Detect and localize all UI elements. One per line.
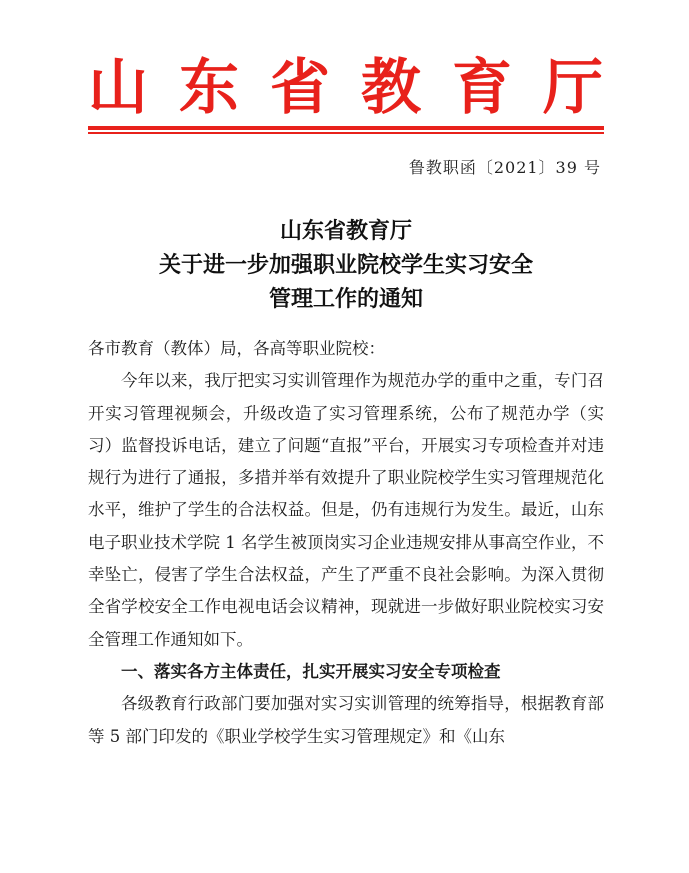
title-line-1: 山东省教育厅 (279, 218, 412, 244)
body-paragraph: 今年以来，我厅把实习实训管理作为规范办学的重中之重，专门召开实习管理视频会，升级改造了实习管理系统，公布了规范办学（实习）监督投诉电话，建立了问题“直报”平台，开展实习专项检查并对违规行为进行了通报，多措并举有效提升了职业院校学生实习管理规范化水平，维护了学生的合法权益。但是，仍有违规行为发生。最近，山东电子职业技术学院 1 名学生被顶岗实习企业违规安排从事高空作业，不幸坠亡，侵害了学生合法权益，产生了严重不良社会影响。为深入贯彻全省学校安全工作电视电话会议精神，现就进一步做好职业院校实习安全管理工作通知如下。 (88, 371, 604, 649)
masthead-divider-thick (88, 126, 604, 130)
masthead (88, 53, 603, 123)
body-paragraph: 各级教育行政部门要加强对实习实训管理的统筹指导，根据教育部等 5 部门印发的《职业学校学生实习管理规定》和《山东 (88, 694, 604, 746)
document-body (88, 333, 604, 753)
masthead-char: 育 (452, 53, 512, 123)
title-line-3: 管理工作的通知 (268, 286, 423, 312)
salutation: 各市教育（教体）局，各高等职业院校： (88, 339, 385, 358)
document-number: 鲁教职函〔2021〕39 号 (408, 158, 601, 177)
title-line-2: 关于进一步加强职业院校学生实习安全 (158, 252, 533, 278)
section-heading: 一、落实各方主体责任，扎实开展实习安全专项检查 (121, 661, 501, 681)
masthead-divider-thin (88, 132, 604, 134)
masthead-char: 厅 (543, 53, 603, 123)
masthead-char: 省 (270, 53, 330, 123)
masthead-char: 教 (361, 53, 421, 123)
masthead-char: 山 (88, 53, 148, 123)
masthead-char: 东 (179, 53, 239, 123)
document-title (88, 214, 604, 316)
